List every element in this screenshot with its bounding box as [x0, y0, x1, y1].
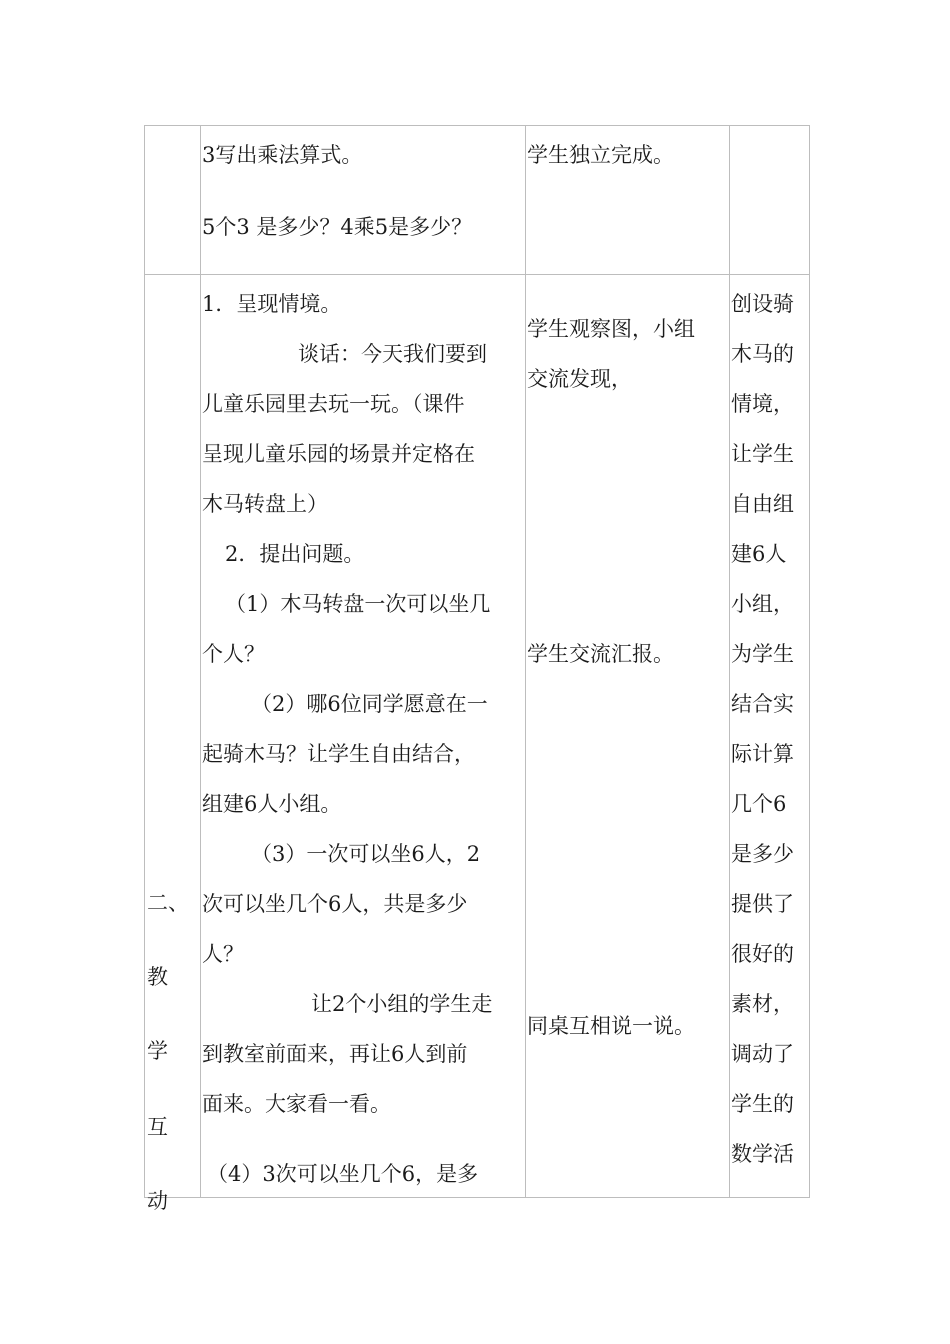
note-line: 结合实	[731, 692, 794, 716]
content-line: 到教室前面来，再让6人到前	[202, 1042, 468, 1066]
note-line: 小组，	[731, 592, 794, 616]
note-line: 际计算	[731, 742, 794, 766]
content-cell	[201, 275, 526, 1198]
stage-label: 学	[147, 1039, 168, 1063]
content-line: （3）一次可以坐6人，2	[251, 842, 481, 866]
content-line: 组建6人小组。	[202, 792, 342, 816]
activity-line: 学生独立完成。	[527, 143, 674, 167]
content-line: （1）木马转盘一次可以坐几	[225, 592, 491, 616]
content-line: 起骑木马？让学生自由结合，	[202, 742, 475, 766]
note-line: 自由组	[731, 492, 794, 516]
note-cell	[730, 275, 810, 1198]
note-line: 让学生	[731, 442, 794, 466]
content-line: 次可以坐几个6人，共是多少	[202, 892, 468, 916]
content-line: 面来。大家看一看。	[202, 1092, 391, 1116]
note-line: 调动了	[731, 1042, 794, 1066]
stage-label: 二、	[147, 891, 189, 915]
note-line: 几个6	[731, 792, 787, 816]
note-line: 情境，	[731, 392, 794, 416]
content-line: 呈现儿童乐园的场景并定格在	[202, 442, 475, 466]
note-line: 木马的	[731, 342, 794, 366]
content-cell	[201, 126, 526, 275]
activity-line: 学生观察图，小组	[527, 317, 695, 341]
stage-cell	[145, 275, 201, 1213]
content-line: 1．呈现情境。	[202, 292, 342, 316]
content-line: （2）哪6位同学愿意在一	[251, 692, 488, 716]
activity-cell	[526, 275, 730, 1198]
stage-label: 教	[147, 965, 168, 989]
note-line: 建6人	[731, 542, 787, 566]
stage-label: 互	[147, 1115, 168, 1139]
note-line: 创设骑	[731, 292, 794, 316]
note-line: 很好的	[731, 942, 794, 966]
note-cell	[730, 126, 810, 275]
stage-label: 动	[147, 1189, 168, 1213]
table-row	[145, 126, 810, 275]
table-row	[145, 275, 810, 1198]
note-line: 为学生	[731, 642, 794, 666]
note-line: 数学活	[731, 1142, 794, 1166]
content-line: 3写出乘法算式。	[202, 143, 363, 167]
content-line: （4）3次可以坐几个6，是多	[207, 1162, 479, 1186]
note-line: 素材，	[731, 992, 794, 1016]
lesson-plan-table	[144, 125, 810, 1213]
content-line: 2．提出问题。	[225, 542, 365, 566]
activity-cell	[526, 126, 730, 275]
content-line: 木马转盘上）	[202, 492, 328, 516]
stage-cell	[145, 126, 201, 275]
content-line: 儿童乐园里去玩一玩。（课件	[202, 392, 465, 416]
activity-line: 交流发现，	[527, 367, 632, 391]
content-line: 谈话：今天我们要到	[298, 342, 487, 366]
note-line: 学生的	[731, 1092, 794, 1116]
content-line: 人？	[202, 942, 244, 966]
activity-line: 学生交流汇报。	[527, 642, 674, 666]
content-line: 让2个小组的学生走	[311, 992, 493, 1016]
note-line: 是多少	[731, 842, 794, 866]
content-line: 个人？	[202, 642, 265, 666]
note-line: 提供了	[731, 892, 794, 916]
activity-line: 同桌互相说一说。	[527, 1014, 695, 1038]
content-line: 5个3 是多少？4乘5是多少？	[202, 215, 473, 239]
